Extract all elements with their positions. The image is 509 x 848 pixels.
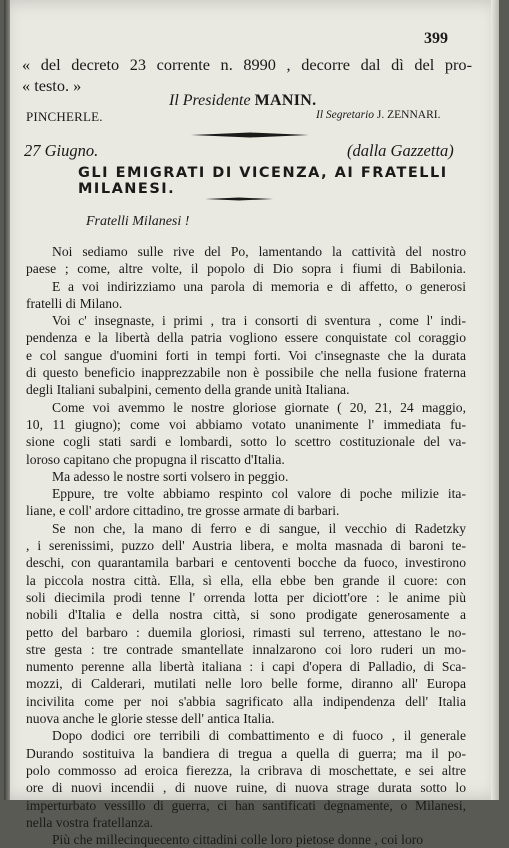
body-line: 10, 11 giugno); come voi abbiamo votato unanimente l' immediata fu- <box>26 416 466 432</box>
body-line: sione cogli stati sardi e lombardi, sotto lo scettro costituzionale del va- <box>26 434 466 450</box>
secretary-title: Il Segretario <box>316 109 375 121</box>
secretary-name: J. ZENNARI. <box>376 109 441 121</box>
body-line: deschi, con quarantamila barbari e centoventi bocche da fuoco, investirono <box>26 555 466 571</box>
body-line: Eppure, tre volte abbiamo respinto col valore di poche milizie ita- <box>52 486 466 502</box>
salutation: Fratelli Milanesi ! <box>86 214 190 229</box>
body-line: fratelli di Milano. <box>26 295 123 311</box>
body-line: Dopo dodici ore terribili di combattimento e di fuoco , il generale <box>52 728 466 744</box>
page-edge <box>491 0 499 800</box>
body-line: E a voi indirizziamo una parola di memoria e di affetto, o generosi <box>52 278 466 294</box>
body-line: ore di nuovi incendii , di nuove ruine, di nuova strage durata sotto lo <box>26 780 466 796</box>
body-line: petto del barbaro : duemila gloriosi, rimasti sul terreno, attestano le no- <box>26 624 466 640</box>
body-line: mozzi, di Calderari, mutilati nelle loro belle forme, diranno all' Europa <box>26 676 466 692</box>
secretary-signature <box>316 109 440 121</box>
article-body <box>26 243 466 848</box>
body-line: stre gesta : tre contrade smantellate innalzarono coi loro ruderi un mo- <box>26 641 466 657</box>
body-line: nella vostra fratellanza. <box>26 814 154 830</box>
body-line: soli diecimila prodi tenne l' orrenda lotta per diciott'ore : le anime più <box>26 589 466 605</box>
pincherle-signature: PINCHERLE. <box>26 109 103 124</box>
body-line: incivilita come per noi s'abbia sagrificato alla indipendenza dell' Italia <box>26 693 466 709</box>
decree-line-2: « testo. » <box>22 76 82 95</box>
decree-text <box>22 54 472 96</box>
body-line: loroso capitano che propugna il riscatto d'Italia. <box>26 451 285 467</box>
body-line: di questo beneficio inapprezzabile non è possibile che nella fusione fraterna <box>26 365 466 381</box>
body-line: e col sangue d'uomini forti in tempi forti. Voi c'insegnaste che la durata <box>26 347 466 363</box>
body-line: la piccola nostra città. Ella, sì ella, ella ebbe ben grande il cuore: con <box>26 572 466 588</box>
president-signature <box>169 92 316 110</box>
body-line: Come voi avemmo le nostre gloriose giornate ( 20, 21, 24 maggio, <box>52 399 466 415</box>
body-line: nuova anche le glorie stesse dell' antica Italia. <box>26 711 275 727</box>
article-headline: GLI EMIGRATI DI VICENZA, AI FRATELLI MILANESI. <box>78 165 448 197</box>
book-page <box>4 0 499 848</box>
body-line: Ma adesso le nostre sorti volsero in peggio. <box>52 468 289 484</box>
president-name: MANIN. <box>254 92 317 109</box>
article-date: 27 Giugno. <box>24 141 99 160</box>
body-line: imperturbato vessillo di guerra, ci han santificati degnamente, o Milanesi, <box>26 797 466 813</box>
body-line: Voi c' insegnaste, i primi , tra i consorti di sventura , come l' indi- <box>52 313 466 329</box>
article-source: (dalla Gazzetta) <box>347 141 454 160</box>
page-number: 399 <box>424 30 448 47</box>
body-line: Se non che, la mano di ferro e di sangue, il vecchio di Radetzky <box>52 520 466 536</box>
body-line: Più che millecinquecento cittadini colle loro pietose donne , coi loro <box>52 832 424 848</box>
body-line: liane, e coll' ardore cittadino, tre grosse armate di barbari. <box>26 503 340 519</box>
body-line: Noi sediamo sulle rive del Po, lamentando la cattività del nostro <box>52 244 466 259</box>
body-line: numento perenne alla libertà italiana : i capi d'opera di Palladio, di Sca- <box>26 659 466 675</box>
body-line: Durando sostituiva la bandiera di tregua a quella di guerra; ma il po- <box>26 745 466 761</box>
body-line: pendenza e la libertà della patria vogliono essere conquistate col coraggio <box>26 330 466 346</box>
page-gutter <box>4 0 10 800</box>
body-line: nobili d'Italia e della nostra città, si sono prodigate generosamente a <box>26 607 466 623</box>
president-title: Il Presidente <box>169 92 251 109</box>
body-line: polo commosso ad eroica fierezza, la cribrava di moschettate, e sei altre <box>26 762 466 778</box>
headline-rule <box>204 196 274 202</box>
ornamental-divider <box>189 131 311 139</box>
body-line: , i serenissimi, puzzo dell' Austria libera, e molta masnada di baroni te- <box>26 538 466 554</box>
body-line: degli Italiani subalpini, cemento della grande unità Italiana. <box>26 382 350 398</box>
decree-line-1: « del decreto 23 corrente n. 8990 , decorre dal dì del pro- <box>22 55 472 74</box>
body-line: paese ; come, altre volte, il popolo di Dio sopra i fiumi di Babilonia. <box>26 261 466 277</box>
